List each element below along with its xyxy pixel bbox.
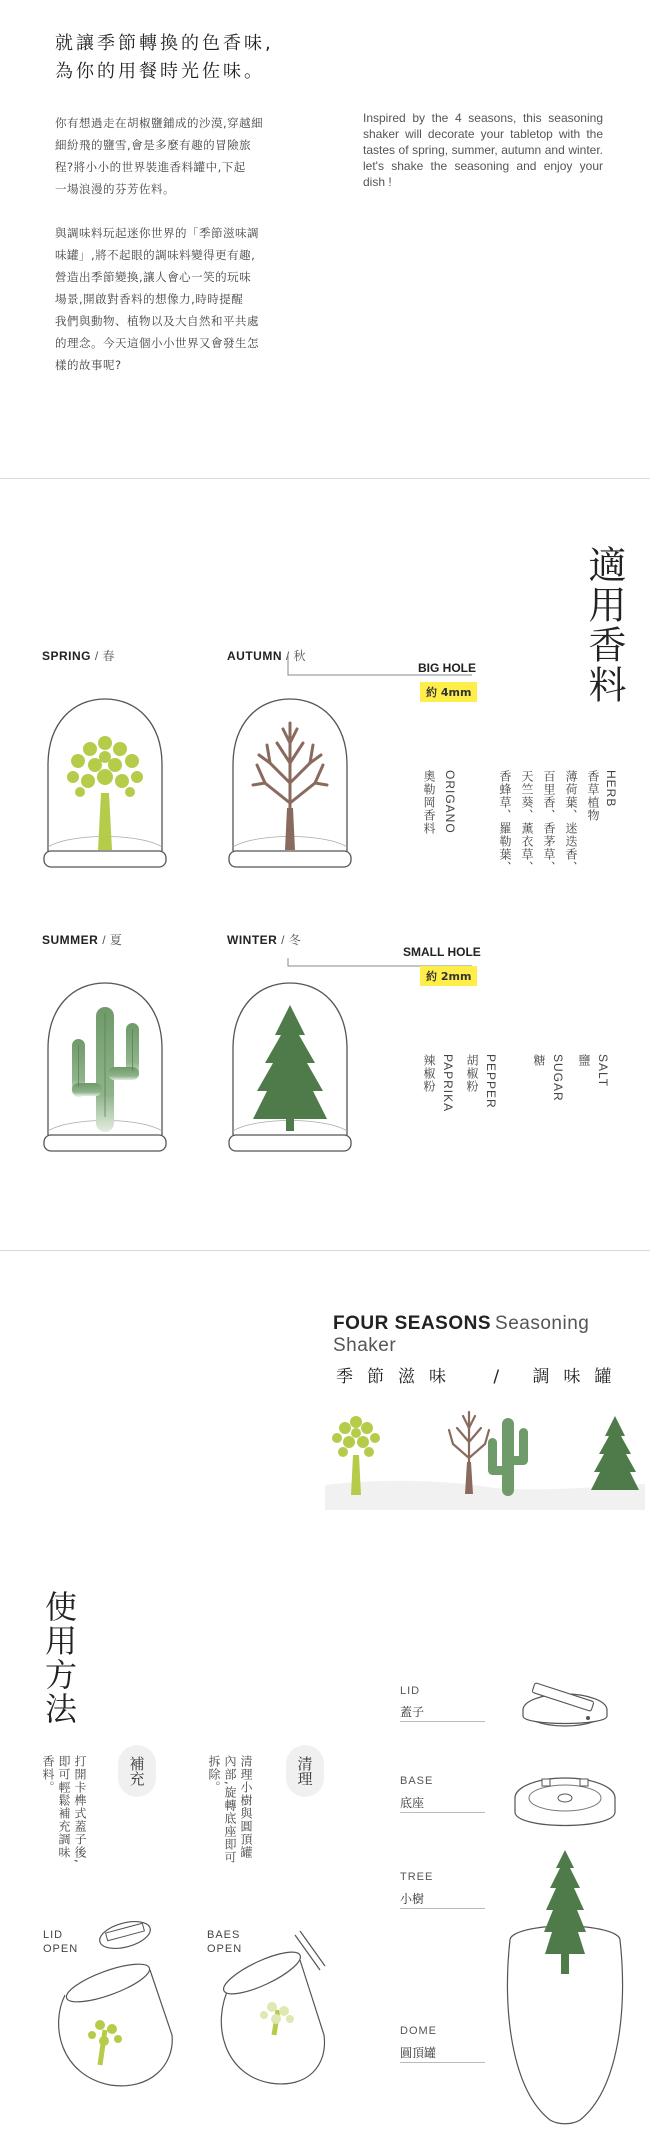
- herb-col-4: 天竺葵、薰衣草、: [520, 770, 534, 874]
- part-dome-zh: 圓頂罐: [400, 2046, 437, 2060]
- winter-dome-illustration: [225, 977, 355, 1167]
- product-title: [333, 1313, 650, 1357]
- intro-paragraph-1: 你有想過走在胡椒鹽鋪成的沙漠,穿越細 細紛飛的鹽雪,會是多麼有趣的冒險旅 程?將小小的世界裝進香料罐中,下起 一場浪漫的芬芳佐料。: [55, 116, 264, 196]
- intro-title: 就讓季節轉換的色香味, 為你的用餐時光佐味。: [55, 33, 274, 82]
- usage-heading: 使用方法: [40, 1590, 78, 1726]
- sugar-label-zh: 糖: [532, 1054, 546, 1067]
- section-divider-2: [0, 1250, 650, 1251]
- part-dome-rule: [400, 2062, 485, 2063]
- big-hole-title: BIG HOLE: [418, 661, 477, 675]
- part-lid-zh: 蓋子: [400, 1705, 425, 1719]
- refill-text: 打開卡榫式蓋子後,即可輕鬆補充調味香料。: [41, 1755, 87, 1864]
- origano-label-en: ORIGANO: [443, 770, 457, 834]
- winter-label-zh: 冬: [288, 933, 302, 947]
- autumn-label: AUTUMN / 秋: [227, 649, 307, 663]
- base-open-label: BAES OPEN: [207, 1929, 243, 1955]
- intro-english-paragraph: Inspired by the 4 seasons, this seasoning shaker will decorate your tabletop with the tastes of spring, summer, autumn and winter. let's shake the seasoning and enjoy your dish !: [363, 111, 603, 189]
- summer-label-zh: 夏: [109, 933, 123, 947]
- product-subtitle-right: 調味罐: [532, 1367, 626, 1387]
- base-part: [515, 1778, 615, 1826]
- part-base-zh: 底座: [400, 1796, 425, 1810]
- salt-label-en: SALT: [596, 1054, 610, 1088]
- spring-dome-illustration: [40, 693, 170, 883]
- summer-dome-illustration: [40, 977, 170, 1167]
- big-hole-size: 約 4mm: [420, 682, 477, 702]
- summer-label-en: SUMMER: [42, 933, 99, 947]
- clean-text: 清理小樹與圓頂罐內部,旋轉底座即可拆除。: [207, 1755, 253, 1864]
- herb-label-en: HERB: [604, 770, 618, 808]
- four-seasons-scene-illustration: [325, 1400, 645, 1510]
- lid-open-illustration: [40, 1915, 190, 2105]
- part-base-en: BASE: [400, 1775, 434, 1787]
- product-subtitle-left: 季節滋味: [336, 1367, 460, 1387]
- part-tree-rule: [400, 1908, 485, 1909]
- product-subtitle: [336, 1362, 626, 1387]
- exploded-view-illustration: [490, 1670, 640, 2130]
- part-dome-en: DOME: [400, 2025, 437, 2037]
- autumn-dome-illustration: [225, 693, 355, 883]
- origano-label-zh: 奧勒岡香料: [422, 770, 436, 835]
- herb-col-5: 香蜂草、羅勒葉、: [498, 770, 512, 874]
- herb-col-2: 薄荷葉、迷迭香、: [564, 770, 578, 874]
- base-open-illustration: [200, 1915, 350, 2105]
- herb-col-1: 香草植物: [586, 770, 600, 822]
- winter-label-en: WINTER: [227, 933, 278, 947]
- pepper-label-en: PEPPER: [484, 1054, 498, 1109]
- product-title-bold: FOUR SEASONS: [333, 1313, 492, 1334]
- product-title-light: Seasoning Shaker: [333, 1313, 590, 1356]
- autumn-label-en: AUTUMN: [227, 649, 282, 663]
- part-base-rule: [400, 1812, 485, 1813]
- product-subtitle-separator: /: [493, 1367, 500, 1387]
- sugar-label-en: SUGAR: [551, 1054, 565, 1102]
- lid-part: [523, 1683, 607, 1726]
- paprika-label-en: PAPRIKA: [441, 1054, 455, 1113]
- spring-label: SPRING / 春: [42, 649, 116, 663]
- autumn-label-zh: 秋: [293, 649, 307, 663]
- part-lid-en: LID: [400, 1685, 421, 1697]
- refill-label: 補充: [118, 1745, 156, 1797]
- winter-label: WINTER / 冬: [227, 933, 302, 947]
- summer-label: SUMMER / 夏: [42, 933, 123, 947]
- spring-label-zh: 春: [102, 649, 116, 663]
- small-hole-title: SMALL HOLE: [403, 945, 481, 959]
- small-hole-size: 約 2mm: [420, 966, 477, 986]
- spices-heading: 適用香料: [582, 545, 626, 705]
- clean-label: 清理: [286, 1745, 324, 1797]
- part-lid-rule: [400, 1721, 485, 1722]
- part-tree-en: TREE: [400, 1871, 434, 1883]
- salt-label-zh: 鹽: [577, 1054, 591, 1067]
- spring-label-en: SPRING: [42, 649, 92, 663]
- part-tree-zh: 小樹: [400, 1892, 425, 1906]
- intro-paragraph-2: 與調味料玩起迷你世界的「季節滋味調 味罐」,將不起眼的調味料變得更有趣, 營造出季節變換,讓人會心一笑的玩味 場景,開啟對香料的想像力,時時提醒 我們與動物、植物以及大自然和平共處 的理念。今天這個小小世界又會發生怎 樣的故事呢?: [55, 226, 259, 372]
- pepper-label-zh: 胡椒粉: [465, 1054, 479, 1093]
- paprika-label-zh: 辣椒粉: [422, 1054, 436, 1093]
- herb-col-3: 百里香、香茅草、: [542, 770, 556, 874]
- lid-open-label: LID OPEN: [43, 1929, 79, 1955]
